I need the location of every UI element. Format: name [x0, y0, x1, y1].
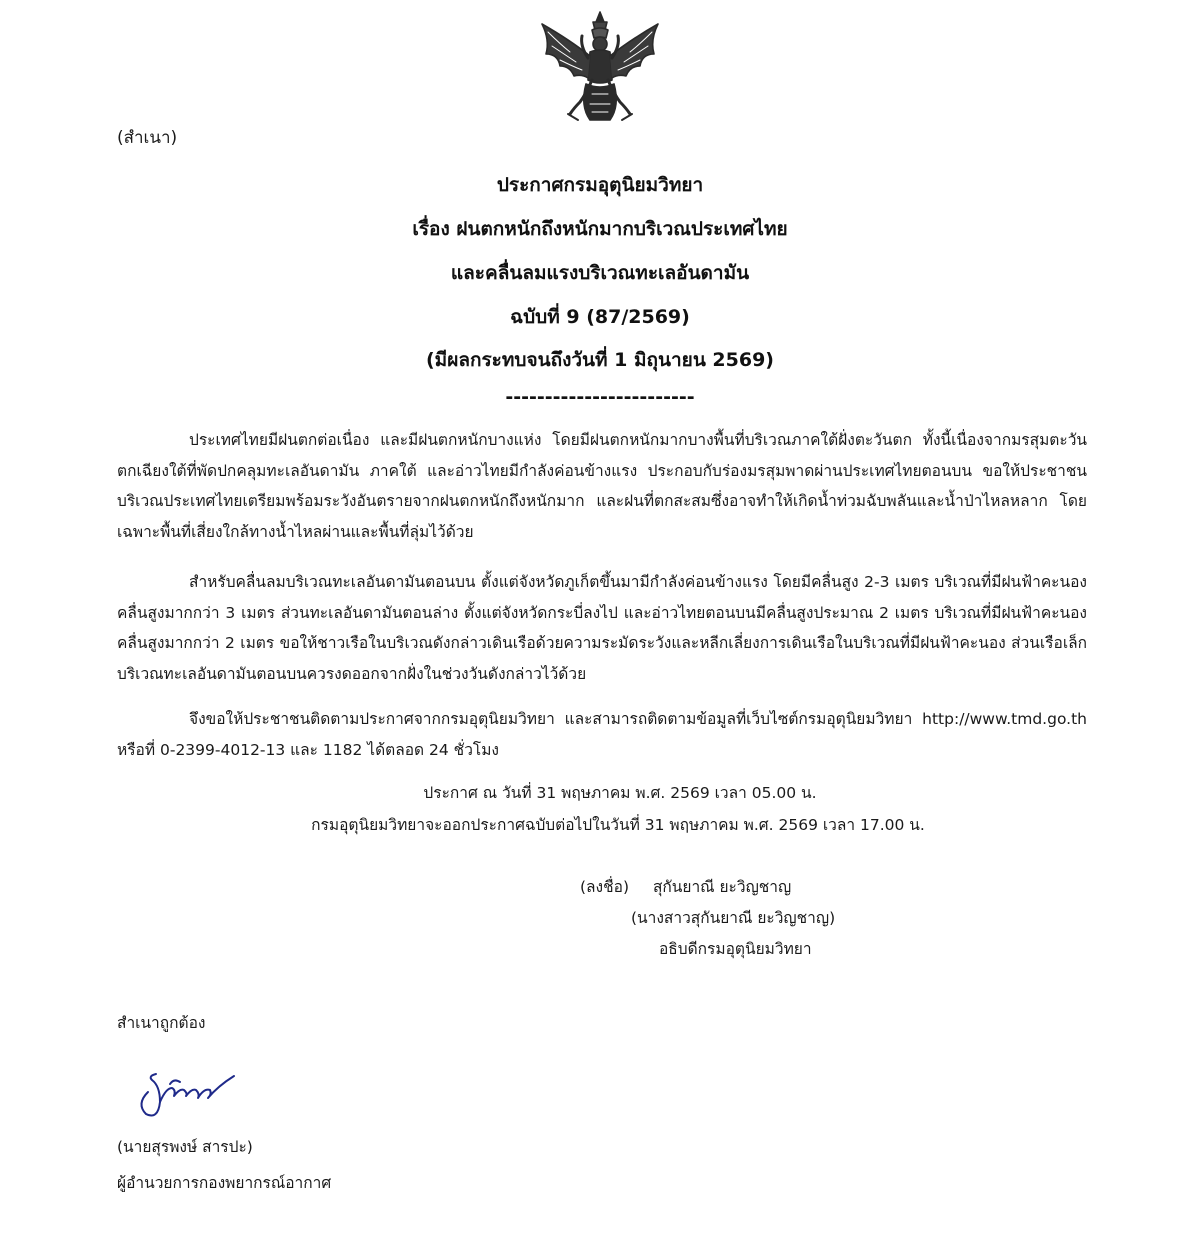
certifier-position: ผู้อำนวยการกองพยากรณ์อากาศ [117, 1174, 332, 1192]
announcement-heading: ประกาศกรมอุตุนิยมวิทยา [496, 174, 704, 196]
title-divider: ------------------------ [505, 386, 695, 408]
issued-datetime: ประกาศ ณ วันที่ 31 พฤษภาคม พ.ศ. 2569 เวลา 05.00 น. [423, 784, 817, 802]
announcement-subject: เรื่อง ฝนตกหนักถึงหนักมากบริเวณประเทศไทย [412, 218, 788, 240]
certifier-name: (นายสุรพงษ์ สารปะ) [117, 1138, 253, 1156]
body-paragraph-waves: สำหรับคลื่นลมบริเวณทะเลอันดามันตอนบน ตั้งแต่จังหวัดภูเก็ตขึ้นมามีกำลังค่อนข้างแรง โดยมีคลื่นสูง 2-3 เมตร บริเวณที่มีฝนฟ้าคะนองคลื่นสูงมากกว่า 3 เมตร ส่วนทะเลอันดามันตอนล่าง ตั้งแต่จังหวัดกระบี่ลงไป และอ่าวไทยตอนบนมีคลื่นสูงประมาณ 2 เมตร บริเวณที่มีฝนฟ้าคะนองคลื่นสูงมากกว่า 2 เมตร ขอให้ชาวเรือในบริเวณดังกล่าวเดินเรือด้วยความระมัดระวังและหลีกเลี่ยงการเดินเรือในบริเวณที่มีฝนฟ้าคะนอง ส่วนเรือเล็กบริเวณทะเลอันดามันตอนบนควรงดออกจากฝั่งในช่วงวันดังกล่าวไว้ด้วย [117, 573, 1087, 683]
body-paragraph-contact: จึงขอให้ประชาชนติดตามประกาศจากกรมอุตุนิยมวิทยา และสามารถติดตามข้อมูลที่เว็บไซต์กรมอุตุนิยมวิทยา http://www.tmd.go.th หรือที่ 0-2399-4012-13 และ 1182 ได้ตลอด 24 ชั่วโมง [117, 710, 1087, 759]
body-paragraph-rain: ประเทศไทยมีฝนตกต่อเนื่อง และมีฝนตกหนักบางแห่ง โดยมีฝนตกหนักมากบางพื้นที่บริเวณภาคใต้ฝั่งตะวันตก ทั้งนี้เนื่องจากมรสุมตะวันตกเฉียงใต้ที่พัดปกคลุมทะเลอันดามัน ภาคใต้ และอ่าวไทยมีกำลังค่อนข้างแรง ประกอบกับร่องมรสุมพาดผ่านประเทศไทยตอนบน ขอให้ประชาชนบริเวณประเทศไทยเตรียมพร้อมระวังอันตรายจากฝนตกหนักถึงหนักมาก และฝนที่ตกสะสมซึ่งอาจทำให้เกิดน้ำท่วมฉับพลันและน้ำป่าไหลหลาก โดยเฉพาะพื้นที่เสี่ยงใกล้ทางน้ำไหลผ่านและพื้นที่ลุ่มไว้ด้วย [117, 431, 1087, 541]
handwritten-signature-icon [130, 1058, 250, 1124]
copy-mark: (สำเนา) [117, 128, 178, 148]
signed-label: (ลงชื่อ) [580, 878, 629, 896]
signatory-signed-line [580, 874, 791, 899]
signed-name: สุกันยาณี ยะวิญชาญ [652, 878, 792, 896]
certified-copy-label: สำเนาถูกต้อง [117, 1014, 206, 1032]
issue-number: ฉบับที่ 9 (87/2569) [510, 306, 690, 328]
signatory-full-name: (นางสาวสุกันยาณี ยะวิญชาญ) [631, 909, 836, 927]
garuda-emblem-icon [530, 10, 670, 126]
signatory-position: อธิบดีกรมอุตุนิยมวิทยา [659, 940, 812, 958]
next-announcement: กรมอุตุนิยมวิทยาจะออกประกาศฉบับต่อไปในวันที่ 31 พฤษภาคม พ.ศ. 2569 เวลา 17.00 น. [311, 816, 925, 834]
announcement-subject-continued: และคลื่นลมแรงบริเวณทะเลอันดามัน [450, 262, 750, 284]
effective-period: (มีผลกระทบจนถึงวันที่ 1 มิถุนายน 2569) [425, 349, 774, 371]
